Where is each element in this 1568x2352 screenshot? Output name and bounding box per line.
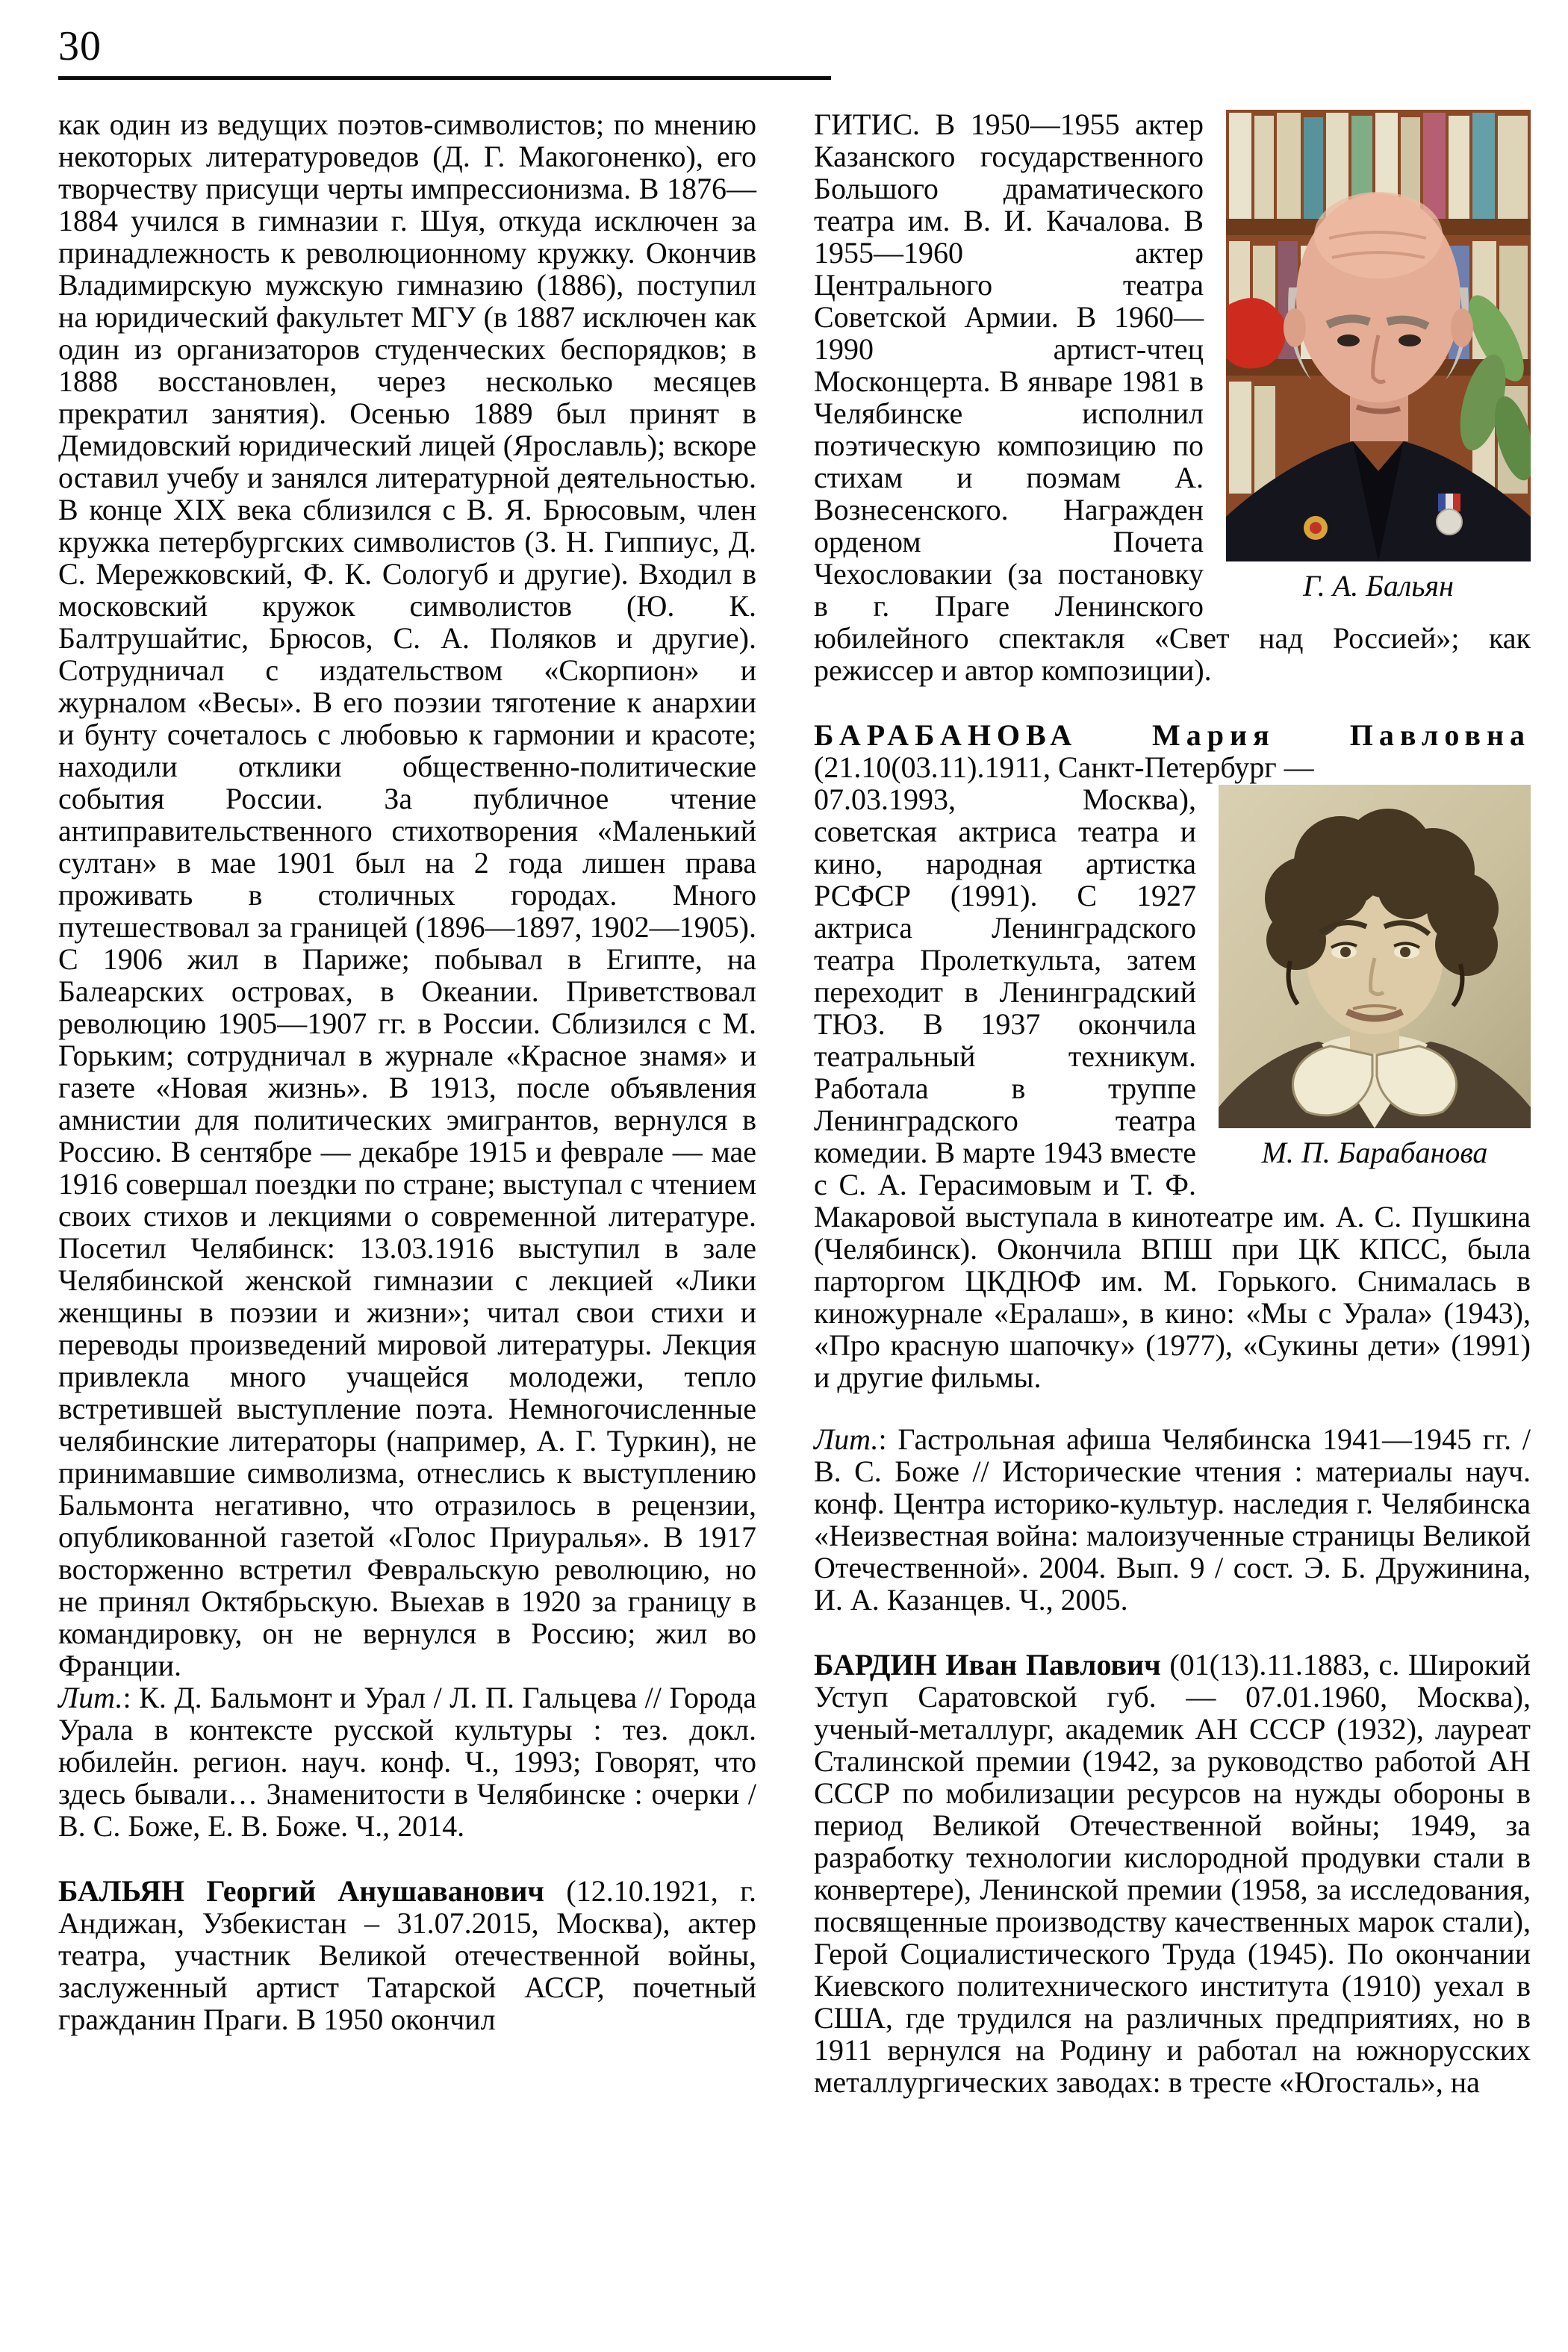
- literature-label: Лит.: [814, 1422, 879, 1456]
- barabanova-photo-figure: [1219, 785, 1531, 1170]
- balyan-photo: [1226, 110, 1531, 561]
- barabanova-literature-text: : Гастрольная афиша Челябинска 1941—1945 гг. / В. С. Боже // Исторические чтения : материалы науч. конф. Центра историко-культур. наследия г. Челябинска «Неизвестная война: малоизученные страницы Великой Отечественной». 2004. Вып. 9 / сост. Э. Б. Дружинина, И. А. Казанцев. Ч., 2005.: [814, 1422, 1531, 1617]
- balyan-entry: [58, 1875, 756, 2035]
- bardin-entry-name: БАРДИН Иван Павлович: [814, 1648, 1161, 1681]
- barabanova-entry-name: БАРАБАНОВА Мария Павловна: [814, 718, 1531, 752]
- balyan-entry-name: БАЛЬЯН Георгий Анушаванович: [58, 1874, 544, 1908]
- balyan-entry-text: (12.10.1921, г. Андижан, Узбекистан – 31.07.2015, Москва), актер театра, участник Великой отечественной войны, заслуженный артист Татарской АССР, почетный гражданин Праги. В 1950 окончил: [58, 1874, 756, 2036]
- order-star-badge: [1304, 516, 1328, 540]
- barabanova-photo: [1219, 785, 1531, 1128]
- bardin-entry: [814, 1649, 1531, 2098]
- barabanova-entry-text: 07.03.1993, Москва), советская актриса театра и кино, народная артистка РСФСР (1991). С 1927 актриса Ленинградского театра Пролеткульта, затем переходит в Ленинградский ТЮЗ. В 1937 окончила театральный техникум. Работала в труппе Ленинградского театра комедии. В марте 1943 вместе с С. А. Герасимовым и Т. Ф. Макаровой выступала в кинотеатре им. А. С. Пушкина (Челябинск). Окончила ВПШ при ЦК КПСС, была парторгом ЦКДЮФ им. М. Горького. Снималась в киножурнале «Ералаш», в кино: «Мы с Урала» (1943), «Про красную шапочку» (1977), «Сукины дети» (1991) и другие фильмы.: [814, 783, 1531, 1394]
- barabanova-entry-intro: (21.10(03.11).1911, Санкт-Петербург —: [814, 750, 1314, 784]
- bardin-entry-text: (01(13).11.1883, с. Широкий Уступ Саратовской губ. — 07.01.1960, Москва), ученый-металлург, академик АН СССР (1932), лауреат Сталинской премии (1942, за руководство работой АН СССР по мобилизации ресурсов на нужды обороны в период Великой Отечественной войны; 1949, за разработку технологии кислородной продувки стали в конвертере), Ленинской премии (1958, за исследования, посвященные производству качественных марок стали), Герой Социалистического Труда (1945). По окончании Киевского политехнического института (1910) уехал в США, где трудился на различных предприятиях, но в 1911 вернулся на Родину и работал на южнорусских металлургических заводах: в тресте «Югосталь», на: [814, 1648, 1531, 2099]
- balmont-literature-text: : К. Д. Бальмонт и Урал / Л. П. Гальцева // Города Урала в контексте русской культуры : тез. докл. юбилейн. регион. науч. конф. Ч., 1993; Говорят, что здесь бывали… Знаменитости в Челябинске : очерки / В. С. Боже, Е. В. Боже. Ч., 2014.: [58, 1681, 756, 1843]
- literature-label: Лит.: [58, 1681, 123, 1714]
- balmont-body-text: как один из ведущих поэтов-символистов; по мнению некоторых литературоведов (Д. Г. Макогоненко), его творчеству присущи черты импрессионизма. В 1876—1884 учился в гимназии г. Шуя, откуда исключен за принадлежность к революционному кружку. Окончив Владимирскую мужскую гимназию (1886), поступил на юридический факультет МГУ (в 1887 исключен как один из организаторов студенческих беспорядков; в 1888 восстановлен, через несколько месяцев прекратил занятия). Осенью 1889 был принят в Демидовский юридический лицей (Ярославль); вскоре оставил учебу и занялся литературной деятельностью. В конце XIX века сблизился с В. Я. Брюсовым, член кружка петербургских символистов (З. Н. Гиппиус, Д. С. Мережковский, Ф. К. Сологуб и другие). Входил в московский кружок символистов (Ю. К. Балтрушайтис, Брюсов, С. А. Поляков и другие). Сотрудничал с издательством «Скорпион» и журналом «Весы». В его поэзии тяготение к анархии и бунту сочеталось с любовью к гармонии и красоте; находили отклики общественно-политические события России. За публичное чтение антиправительственного стихотворения «Маленький султан» в мае 1901 был на 2 года лишен права проживать в столичных городах. Много путешествовал за границей (1896—1897, 1902—1905). С 1906 жил в Париже; побывал в Египте, на Балеарских островах, в Океании. Приветствовал революцию 1905—1907 гг. в России. Сблизился с М. Горьким; сотрудничал в журнале «Красное знамя» и газете «Новая жизнь». В 1913, после объявления амнистии для политических эмигрантов, вернулся в Россию. В сентябре — декабре 1915 и феврале — мае 1916 совершал поездки по стране; выступал с чтением своих стихов и лекциями о современной литературе. Посетил Челябинск: 13.03.1916 выступил в зале Челябинской женской гимназии с лекцией «Лики женщины в поэзии и жизни»; читал свои стихи и переводы произведений мировой литературы. Лекция привлекла много учащейся молодежи, тепло встретившей выступление поэта. Немногочисленные челябинские литераторы (например, А. Г. Туркин), не принимавшие символизма, отнеслись к выступлению Бальмонта негативно, что отразилось в рецензии, опубликованной газетой «Голос Приуралья». В 1917 восторженно встретил Февральскую революцию, но не принял Октябрьскую. Выехав в 1920 за границу в командировку, он не вернулся в Россию; жил во Франции.: [58, 108, 756, 1682]
- balyan-photo-caption: Г. А. Бальян: [1303, 569, 1454, 603]
- barabanova-photo-caption: М. П. Барабанова: [1261, 1136, 1488, 1169]
- medal-with-ribbon: [1437, 494, 1462, 535]
- right-column: [814, 108, 1531, 2098]
- header-rule: [58, 76, 831, 80]
- balmont-article-continuation: [58, 108, 756, 1681]
- page-number: 30: [58, 23, 102, 69]
- balyan-continuation-text: ГИТИС. В 1950—1955 актер Казанского государственного Большого драматического театра им. В. И. Качалова. В 1955—1960 актер Центрального театра Советской Армии. В 1960—1990 артист-чтец Москонцерта. В январе 1981 в Челябинске исполнил поэтическую композицию по стихам и поэмам А. Вознесенского. Награжден орденом Почета Чехословакии (за постановку в г. Праге Ленинского юбилейного спектакля «Свет над Россией»; как режиссер и автор композиции).: [814, 108, 1531, 687]
- text-columns: [58, 108, 1531, 2098]
- left-column: [58, 108, 756, 2098]
- balyan-photo-figure: [1226, 110, 1531, 603]
- balmont-literature-paragraph: [58, 1681, 756, 1842]
- barabanova-literature-paragraph: [814, 1423, 1531, 1616]
- barabanova-entry: [814, 719, 1531, 783]
- page-header: [58, 25, 1531, 80]
